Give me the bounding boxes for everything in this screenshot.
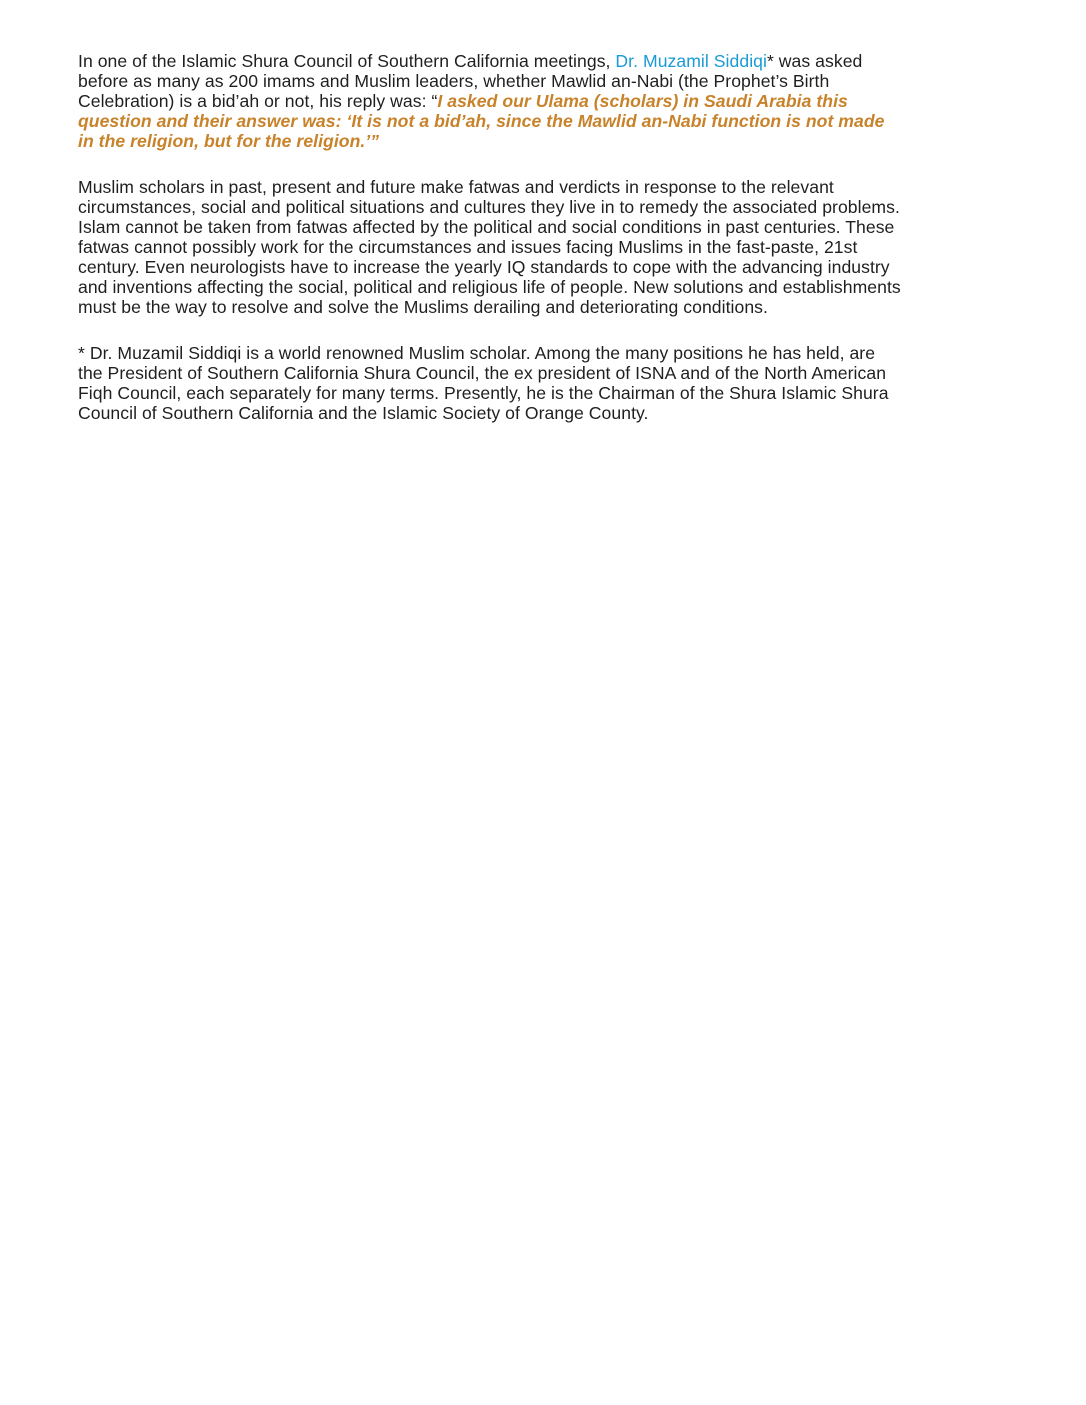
paragraph-shura-meeting [78,51,1013,151]
text-segment: In one of the Islamic Shura Council of Southern California meetings, [78,51,616,71]
text-line: Islam cannot be taken from fatwas affected by the political and social conditions in past centuries. These [78,217,895,237]
text-segment: * was asked [766,51,863,71]
text-line [78,51,1013,71]
footnote [78,343,1013,423]
text-line: * Dr. Muzamil Siddiqi is a world renowned Muslim scholar. Among the many positions he has held, are [78,343,876,363]
paragraph-fatwas [78,177,1013,317]
text-line: must be the way to resolve and solve the Muslims derailing and deteriorating conditions. [78,297,768,317]
text-segment: Celebration) is a bid’ah or not, his reply was: “ [78,91,438,111]
highlighted-quote: in the religion, but for the religion.’” [78,131,380,151]
text-line: Muslim scholars in past, present and future make fatwas and verdicts in response to the relevant [78,177,834,197]
document-page [78,51,1013,423]
text-line: circumstances, social and political situations and cultures they live in to remedy the associated problems. [78,197,900,217]
text-line: century. Even neurologists have to increase the yearly IQ standards to cope with the advancing industry [78,257,890,277]
text-line [78,91,1013,111]
text-line: before as many as 200 imams and Muslim leaders, whether Mawlid an-Nabi (the Prophet’s Birth [78,71,830,91]
highlighted-quote: question and their answer was: ‘It is not a bid’ah, since the Mawlid an-Nabi function is not made [78,111,885,131]
text-line: fatwas cannot possibly work for the circumstances and issues facing Muslims in the fast-paste, 21st [78,237,858,257]
text-line: Fiqh Council, each separately for many terms. Presently, he is the Chairman of the Shura Islamic Shura [78,383,889,403]
author-link[interactable]: Dr. Muzamil Siddiqi [615,51,767,71]
highlighted-quote: I asked our Ulama (scholars) in Saudi Arabia this [437,91,848,111]
text-line: and inventions affecting the social, political and religious life of people. New solutions and establishments [78,277,901,297]
text-line: the President of Southern California Shura Council, the ex president of ISNA and of the North American [78,363,887,383]
text-line: Council of Southern California and the Islamic Society of Orange County. [78,403,649,423]
